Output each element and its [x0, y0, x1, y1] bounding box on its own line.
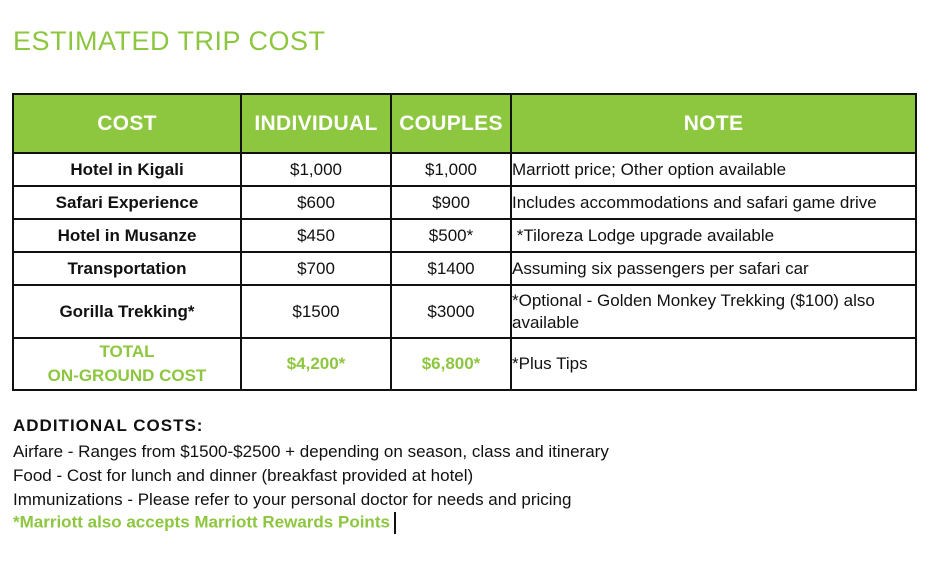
row-label: Transportation: [13, 252, 241, 285]
row-label: Gorilla Trekking*: [13, 285, 241, 338]
row-label: Hotel in Kigali: [13, 153, 241, 186]
total-couples: $6,800*: [391, 338, 511, 390]
header-individual: INDIVIDUAL: [241, 94, 391, 153]
couples-cost: $500*: [391, 219, 511, 252]
trip-cost-table: [12, 93, 917, 391]
header-cost: COST: [13, 94, 241, 153]
row-note: Includes accommodations and safari game drive: [511, 186, 916, 219]
table-header-row: [13, 94, 916, 153]
table-row: [13, 186, 916, 219]
total-row: [13, 338, 916, 390]
row-note: Marriott price; Other option available: [511, 153, 916, 186]
page-title: ESTIMATED TRIP COST: [13, 26, 326, 56]
additional-costs-list: [13, 440, 609, 512]
total-individual: $4,200*: [241, 338, 391, 390]
total-label: [13, 338, 241, 390]
total-note: *Plus Tips: [511, 338, 916, 390]
total-label-line1: TOTAL: [99, 342, 155, 361]
header-couples: COUPLES: [391, 94, 511, 153]
row-note: *Optional - Golden Monkey Trekking ($100) also available: [511, 285, 916, 338]
individual-cost: $700: [241, 252, 391, 285]
table-row: [13, 252, 916, 285]
rewards-note: [13, 512, 396, 534]
row-note: *Tiloreza Lodge upgrade available: [511, 219, 916, 252]
text-cursor: [394, 512, 396, 534]
total-label-line2: ON-GROUND COST: [47, 366, 207, 385]
couples-cost: $1400: [391, 252, 511, 285]
list-item: Airfare - Ranges from $1500-$2500 + depending on season, class and itinerary: [13, 442, 609, 461]
list-item: Food - Cost for lunch and dinner (breakfast provided at hotel): [13, 466, 474, 485]
couples-cost: $900: [391, 186, 511, 219]
couples-cost: $3000: [391, 285, 511, 338]
couples-cost: $1,000: [391, 153, 511, 186]
row-label: Safari Experience: [13, 186, 241, 219]
table-row: [13, 153, 916, 186]
individual-cost: $450: [241, 219, 391, 252]
rewards-note-text: *Marriott also accepts Marriott Rewards Points: [13, 512, 390, 532]
table-row: [13, 219, 916, 252]
row-note: Assuming six passengers per safari car: [511, 252, 916, 285]
individual-cost: $1500: [241, 285, 391, 338]
individual-cost: $600: [241, 186, 391, 219]
header-note: NOTE: [511, 94, 916, 153]
row-label: Hotel in Musanze: [13, 219, 241, 252]
additional-costs-heading: ADDITIONAL COSTS:: [13, 416, 204, 435]
individual-cost: $1,000: [241, 153, 391, 186]
list-item: Immunizations - Please refer to your personal doctor for needs and pricing: [13, 490, 572, 509]
table-row: [13, 285, 916, 338]
